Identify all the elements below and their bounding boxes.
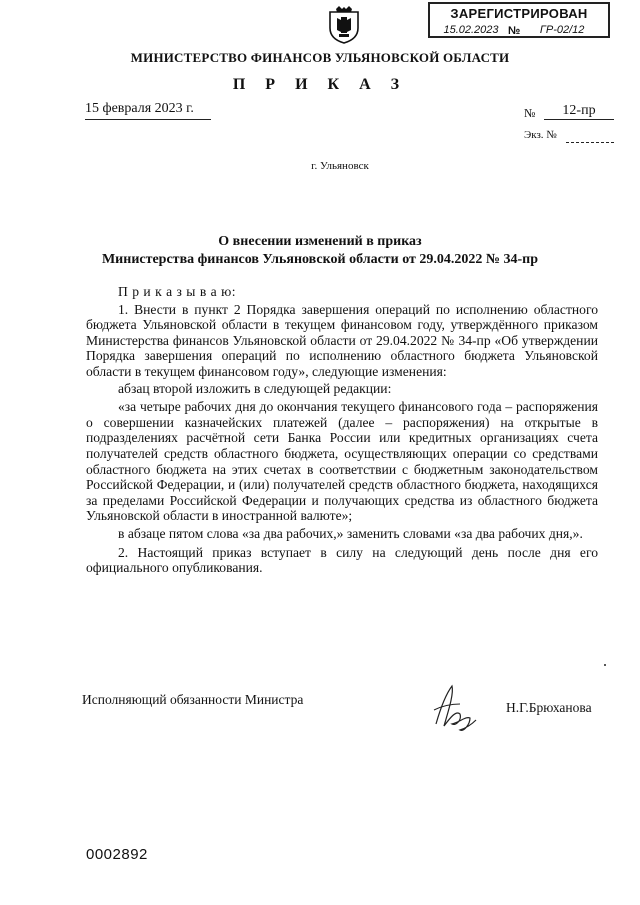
copy-number-label: Экз. № bbox=[524, 129, 557, 141]
order-date: 15 февраля 2023 г. bbox=[85, 101, 194, 116]
city: г. Ульяновск bbox=[311, 160, 369, 172]
item-1: 1. Внести в пункт 2 Порядка завершения операций по исполнению областного бюджета Ульяновской области в текущем финансовом году, утверждённого приказом Министерства финансов Ульяновской области от 29.04.2022 № 34-пр «Об утверждении Порядка завершения операций по исполнению областного бюджета Ульяновской области в текущем финансовом году», следующие изменения: bbox=[86, 301, 598, 379]
scan-dot bbox=[604, 664, 606, 666]
quoted-text: «за четыре рабочих дня до окончания текущего финансового года – распоряжения о совершении казначейских платежей (далее – распоряжения) на открытые в подразделениях расчётной сети Банка России или кредитных организациях счета получателей средств областного бюджета, осуществляющих операции со средствами областного бюджета на этих счетах в соответствии с бюджетным законодательством Российской Федерации, и (или) получателей средств областного бюджета, находящихся за пределами Российской Федерации и получающих средства из областного бюджета Ульяновской области в иностранной валюте»; bbox=[86, 399, 598, 524]
ministry-name: МИНИСТЕРСТВО ФИНАНСОВ УЛЬЯНОВСКОЙ ОБЛАСТИ bbox=[130, 50, 510, 65]
signer-name: Н.Г.Брюханова bbox=[506, 700, 592, 715]
item-2: 2. Настоящий приказ вступает в силу на следующий день после дня его официального опубликования. bbox=[86, 544, 598, 576]
stamp-line bbox=[436, 23, 602, 37]
stamp-number: ГР-02/12 bbox=[522, 24, 602, 37]
paragraph-a: абзац второй изложить в следующей редакции: bbox=[118, 380, 392, 396]
handwritten-signature bbox=[430, 680, 484, 736]
stamp-date: 15.02.2023 bbox=[436, 24, 506, 37]
signer-position: Исполняющий обязанности Министра bbox=[82, 692, 304, 707]
order-word: П р и к а з ы в а ю: bbox=[118, 284, 236, 299]
stamp-title: ЗАРЕГИСТРИРОВАН bbox=[450, 6, 588, 21]
registration-stamp bbox=[428, 2, 610, 38]
document-code: 0002892 bbox=[86, 846, 148, 863]
order-title: П Р И К А З bbox=[232, 76, 408, 93]
order-body bbox=[86, 284, 598, 576]
copy-number-line bbox=[566, 142, 614, 143]
order-number: 12-пр bbox=[544, 103, 614, 120]
coat-of-arms-icon bbox=[327, 6, 361, 44]
paragraph-b: в абзаце пятом слова «за два рабочих,» заменить словами «за два рабочих дня,». bbox=[118, 525, 583, 541]
subject-line-2: Министерства финансов Ульяновской области от 29.04.2022 № 34-пр bbox=[101, 252, 539, 267]
date-underline bbox=[85, 119, 211, 120]
subject-line-1: О внесении изменений в приказ bbox=[218, 234, 422, 249]
stamp-number-sign: № bbox=[508, 25, 521, 37]
order-number-label: № bbox=[524, 106, 536, 120]
